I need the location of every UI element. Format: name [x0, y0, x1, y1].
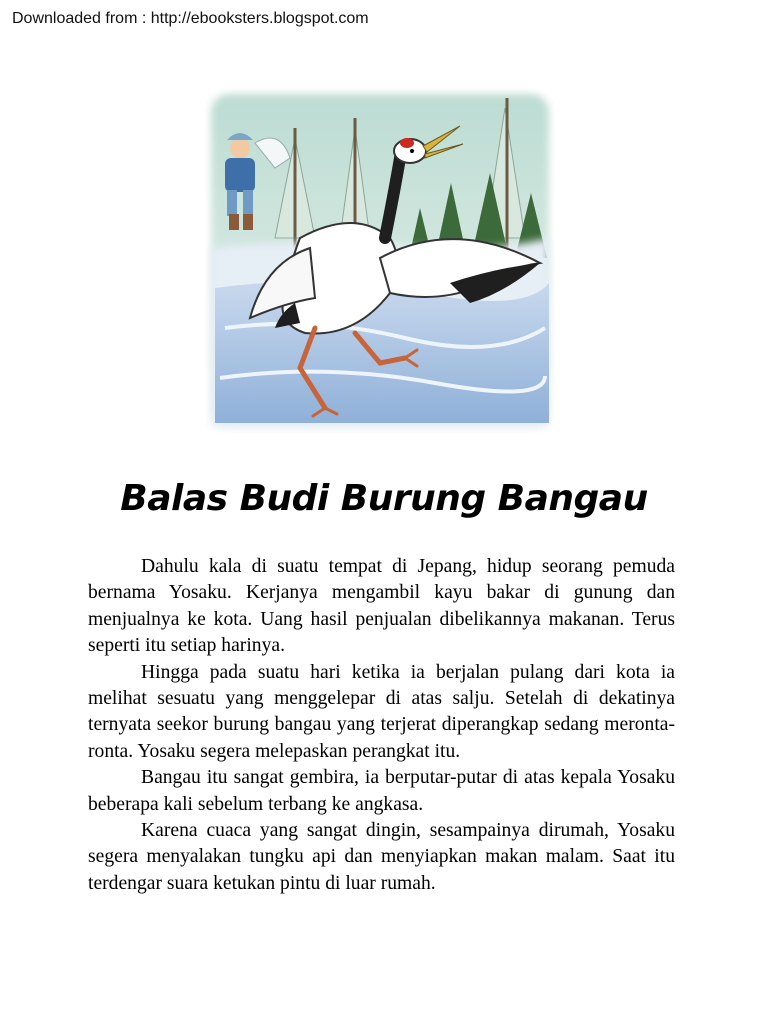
story-title: Balas Budi Burung Bangau — [120, 478, 648, 519]
crane-illustration — [205, 88, 555, 433]
story-paragraph-3: Bangau itu sangat gembira, ia berputar-putar di atas kepala Yosaku beberapa kali sebelum terbang ke angkasa. — [88, 767, 675, 815]
story-paragraph-1: Dahulu kala di suatu tempat di Jepang, hidup seorang pemuda bernama Yosaku. Kerjanya mengambil kayu bakar di gunung dan menjualnya ke kota. Uang hasil penjualan dibelikannya makanan. Terus seperti itu setiap harinya. — [88, 556, 675, 657]
download-source-line: Downloaded from : http://ebooksters.blogspot.com — [12, 10, 369, 27]
story-paragraph-4: Karena cuaca yang sangat dingin, sesampainya dirumah, Yosaku segera menyalakan tungku api dan menyiapkan makan malam. Saat itu terdengar suara ketukan pintu di luar rumah. — [88, 820, 675, 894]
crane-in-snow-icon — [205, 88, 555, 433]
story-paragraph-2: Hingga pada suatu hari ketika ia berjalan pulang dari kota ia melihat sesuatu yang menggelepar di atas salju. Setelah di dekatinya ternyata seekor burung bangau yang terjerat diperangkap sedang meronta-ronta. Yosaku segera melepaskan perangkat itu. — [88, 661, 675, 762]
story-body — [88, 554, 675, 897]
